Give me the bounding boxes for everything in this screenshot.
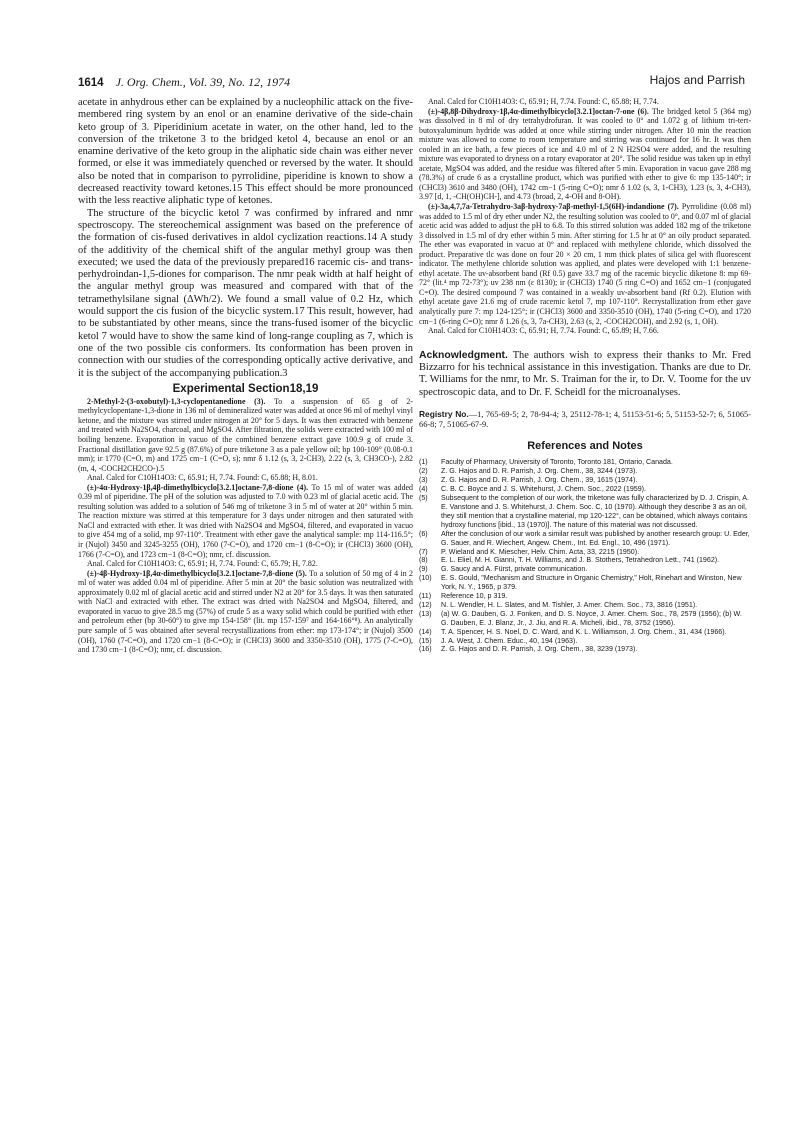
reference-number: (11) (419, 592, 432, 601)
compound-5-procedure (78, 569, 413, 655)
reference-number: (5) (419, 494, 428, 503)
registry-text: —1, 765-69-5; 2, 78-94-4; 3, 25112-78-1; 4, 51153-51-6; 5, 51153-52-7; 6, 51065-66-8; 7, 51065-67-9. (419, 409, 751, 430)
experimental-heading: Experimental Section18,19 (172, 382, 319, 395)
registry-title: Registry No. (419, 408, 469, 419)
reference-text: Z. G. Hajos and D. R. Parrish, J. Org. Chem., 38, 3244 (1973). (441, 467, 638, 476)
reference-text: Z. G. Hajos and D. R. Parrish, J. Org. Chem., 39, 1615 (1974). (441, 476, 638, 485)
compound-4-procedure (78, 483, 413, 559)
reference-item (419, 601, 751, 610)
compound-3-title: 2-Methyl-2-(3-oxobutyl)-1,3-cyclopentanedione (3). (87, 396, 266, 406)
running-header (78, 73, 745, 91)
compound-6-text: The bridged ketol 5 (364 mg) was dissolved in 8 ml of dry tetrahydrofuran. It was cooled to 0° and 1.072 g of lithium tri-tert-butoxyaluminum hydride was added at once while stirring under nitrogen. After 10 min the reaction mixture was allowed to come to room temperature and stirring was continued for 16 hr. It was then cooled in an ice bath, a few pieces of ice and 4.0 ml of 2 N H2SO4 were added, and the resulting mixture was evaporated to dryness on a rotary evaporator at 20°. The solid residue was taken up in ethyl acetate, MgSO4 was added, and the residue was filtered after 5 min. Evaporation in vacuo gave 288 mg (78.3%) of crude 6 as a crystalline product, which was purified with ether to give 6: mp 135-140°; ir (CHCl3) 3610 and 3480 (OH), 1742 cm−1 (5-ring C=O); nmr δ 1.02 (s, 3, 1-CH3), 1.23 (s, 3, 4-CH3), 3.97 [d, 1, -CH(OH)CH-], and 4.73 (broad, 2, 4-OH and 8-OH). (419, 106, 751, 202)
reference-text: Reference 10, p 319. (441, 592, 508, 601)
reference-number: (14) (419, 627, 432, 636)
compound-4-text: To 15 ml of water was added 0.39 ml of piperidine. The pH of the solution was adjusted to 7.0 with 0.23 ml of glacial acetic acid. The resulting solution was added to a solution of 546 mg of triketone 3 in 5 ml of water at 20° within 5 min. The reaction mixture was stirred at this temperature for 3 days under nitrogen and then saturated with NaCl and extracted with ether. It was dried with Na2SO4 and MgSO4, filtered, and evaporated in vacuo to give 454 mg of a solid, mp 97-110°. Treatment with ether gave the analytical sample: mp 114-116.5°; ir (Nujol) 3450 and 3245-3255 (OH), 1760 (7-C=O), and 1720 cm−1 (8-C=O); ir (CHCl3) 3600 (OH), 1766 (7-C=O), and 1723 cm−1 (8-C=O); nmr, cf. discussion. (78, 482, 413, 559)
reference-item (419, 628, 751, 637)
reference-item (419, 592, 751, 601)
compound-5-analysis: Anal. Calcd for C10H14O3: C, 65.91; H, 7.74. Found: C, 65.88; H, 7.74. (428, 97, 659, 106)
reference-item (419, 485, 751, 494)
reference-item (419, 458, 751, 467)
page-number: 1614 (78, 77, 104, 89)
reference-number: (16) (419, 645, 432, 654)
registry-numbers (419, 409, 751, 431)
reference-text: E. S. Gould, "Mechanism and Structure in Organic Chemistry," Holt, Rinehart and Winston, New York, N. Y., 1965, p 379. (441, 574, 742, 592)
acknowledgment (419, 350, 751, 399)
reference-item (419, 530, 751, 548)
body-paragraph-1: acetate in anhydrous ether can be explained by a nucleophilic attack on the five-membered ring system by an enol or an enamine derivative of the side-chain keto group of 3. Piperidinium acetate in water, on the other hand, led to the conversion of the triketone 3 to the bridged ketol 4, because an enol or an enamine derivative of the keto group in the aliphatic side chain was either never formed, or else it was immediately quenched or reversed by the water. It should also be noted that in comparison to pyrrolidine, piperidine is known to show a decreased reactivity toward ketones.15 This effect should be more pronounced with the less reactive aliphatic type of ketones. (78, 97, 413, 207)
compound-7-analysis: Anal. Calcd for C10H14O3: C, 65.91; H, 7.74. Found: C, 65.89; H, 7.66. (428, 326, 659, 336)
compound-3-procedure (78, 397, 413, 473)
compound-3-text: To a suspension of 65 g of 2-methylcyclopentane-1,3-dione in 136 ml of demineralized water was added at once 96 ml of methyl vinyl ketone, and the mixture was stirred under nitrogen at 20° for 5 days. It was then extracted with benzene and treated with Na2SO4, charcoal, and MgSO4. After filtration, the solids were extracted with 100 ml of boiling benzene. Evaporation in vacuo of the combined benzene extract gave 100.9 g of crude 3. Fractional distillation gave 92.5 g (87.6%) of pure triketone 3 as a pale yellow oil; bp 100-109° (0.08-0.1 mm); ir 1770 (C=O, m) and 1725 cm−1 (C=O, s); nmr δ 1.12 (s, 3, 2-CH3), 2.22 (s, 3, CH3CO-), 2.82 (m, 4, -COCH2CH2CO-).5 (78, 396, 413, 473)
reference-item (419, 548, 751, 557)
acknowledgment-title: Acknowledgment. (419, 349, 508, 361)
right-column (419, 97, 751, 654)
journal-citation: J. Org. Chem., Vol. 39, No. 12, 1974 (115, 75, 291, 89)
reference-text: (a) W. G. Dauben, G. J. Fonken, and D. S. Noyce, J. Amer. Chem. Soc., 78, 2579 (1956); (b) W. G. Dauben, E. J. Blanz, Jr., J. Jiu, and R. A. Micheli, ibid., 78, 3752 (1956). (441, 609, 742, 627)
reference-number: (12) (419, 600, 432, 609)
compound-4-title: (±)-4α-Hydroxy-1β,4β-dimethylbicyclo[3.2.1]octane-7,8-dione (4). (87, 482, 309, 492)
reference-item (419, 467, 751, 476)
compound-5-text: To a solution of 50 mg of 4 in 2 ml of water was added 0.04 ml of piperidine. After 5 min at 20° the basic solution was neutralized with approximately 0.02 ml of glacial acetic acid and stirred under N2 at 20° for 3.5 days. It was then saturated with NaCl and extracted with ether. The extract was dried with Na2SO4 and MgSO4, filtered, and evaporated in vacuo to give 28.5 mg (57%) of crude 5 as a waxy solid which could be purified with ether and petroleum ether (bp 30-60°) to give mp 154-158° (lit. mp 157-159⁷ and 164-166°⁸). An analytically pure sample of 5 was obtained after several recrystallizations from ether: mp 173-174°; ir (Nujol) 3500 (OH), 1760 (7-C=O), and 1720 cm−1 (8-C=O); ir (CHCl3) 3600 and 3350-3510 (OH), 1775 (7-C=O), and 1730 cm−1 (8-C=O); nmr, cf. discussion. (78, 568, 413, 655)
reference-item (419, 645, 751, 654)
reference-text: E. L. Eliel, M. H. Gianni, T. H. Williams, and J. B. Stothers, Tetrahedron Lett., 741 (1962). (441, 556, 720, 565)
references-list (419, 458, 751, 654)
reference-text: C. B. C. Boyce and J. S. Whitehurst, J. Chem. Soc., 2022 (1959). (441, 485, 647, 494)
reference-number: (4) (419, 485, 428, 494)
compound-7-title: (±)-3a,4,7,7a-Tetrahydro-3aβ-hydroxy-7aβ-methyl-1,5(6H)-indandione (7). (428, 202, 679, 212)
reference-item (419, 476, 751, 485)
body-paragraph-2: The structure of the bicyclic ketol 7 was confirmed by infrared and nmr spectroscopy. The stereochemical assignment was based on the preference of the formation of cis-fused derivatives in aldol cyclization reactions.14 A study of the additivity of the chemical shift of the angular methyl group was then executed; we used the data of the previously prepared16 racemic cis- and trans-perhydroindan-1,5-diones for comparison. The nmr peak width at half height of the angular methyl group was measured and compared with that of the tetramethylsilane signal (ΔWh/2). We found a small value of 0.2 Hz, which would support the cis fusion of the bicyclic system.17 This result, however, had to be substantiated by other means, since the trans-fused isomer of the bicyclic ketol 7 would have to show the same kind of long-range coupling as 7, which is one of the two possible cis conformers. Its conformation has been proven in connection with our studies of the corresponding optically active derivative, and it is the subject of the accompanying publication.3 (78, 207, 413, 379)
reference-number: (9) (419, 565, 428, 574)
reference-item (419, 494, 751, 530)
acknowledgment-text: The authors wish to express their thanks to Mr. Fred Bizzarro for his technical assistance in this investigation. Thanks are due to Dr. T. Williams for the nmr, to Mr. S. Traiman for the ir, to Dr. V. Toome for the uv spectroscopic data, and to Dr. F. Scheidl for the microanalyses. (419, 349, 751, 398)
reference-item (419, 574, 751, 592)
reference-text: Z. G. Hajos and D. R. Parrish, J. Org. Chem., 38, 3239 (1973). (441, 645, 638, 654)
reference-text: N. L. Wendler, H. L. Slates, and M. Tishler, J. Amer. Chem. Soc., 73, 3816 (1951). (441, 600, 698, 609)
reference-number: (15) (419, 636, 432, 645)
compound-7-procedure (419, 202, 751, 326)
reference-text: T. A. Spencer, H. S. Noel, D. C. Ward, and K. L. Williamson, J. Org. Chem., 31, 434 (1966). (441, 627, 727, 636)
reference-number: (7) (419, 547, 428, 556)
reference-number: (2) (419, 467, 428, 476)
reference-number: (6) (419, 529, 428, 538)
reference-number: (8) (419, 556, 428, 565)
reference-item (419, 565, 751, 574)
compound-5-title: (±)-4β-Hydroxy-1β,4α-dimethylbicyclo[3.2.1]octane-7,8-dione (5). (87, 568, 307, 578)
reference-number: (13) (419, 609, 432, 618)
left-column (78, 97, 413, 655)
reference-text: Subsequent to the completion of our work, the triketone was fully characterized by D. J. Crispin, A. E. Vanstone and J. S. Whitehurst, J. Chem. Soc. C, 10 (1970). Although they describe 3 as an oil, they still mention that a crystalline material, mp 120-122°, can be obtained, which always contains hydroxy functions [ibid., 13 (1970)]. The nature of this material was not discussed. (441, 494, 749, 529)
reference-text: After the conclusion of our work a similar result was published by another research group: U. Eder, G. Sauer, and R. Wiechert, Angew. Chem., Int. Ed. Engl., 10, 496 (1971). (441, 529, 750, 547)
reference-item (419, 637, 751, 646)
running-authors: Hajos and Parrish (649, 73, 745, 87)
compound-7-text: Pyrrolidine (0.08 ml) was added to 1.5 ml of dry ether under N2, the resulting solution was cooled to 0°, and 0.07 ml of glacial acetic acid was added to adjust the pH to 6.8. To this stirred solution was added 182 mg of the triketone 3 dissolved in 1.5 ml of dry ether within 5 min. After stirring for 1.5 hr at 0° an oily product separated. The ether was evaporated in vacuo at 0° and replaced with methylene chloride, which dissolved the product. Preparative tlc was done on four 20 × 20 cm, 1 mm thick plates of silica gel with fluorescent indicator. The methylene chloride solution was applied, and plates were developed with 1:1 benzene-ethyl acetate. The uv-absorbent band (Rf 0.5) gave 33.7 mg of the racemic bicyclic diketone 8: mp 69-72° (lit.⁴ mp 72-73°); uv 238 nm (ε 8130); ir (CHCl3) 1740 (5 ring C=O) and 1652 cm−1 (conjugated C=O). The desired compound 7 was contained in a weakly uv-absorbent band (Rf 0.2). Elution with ethyl acetate gave 21.6 mg of crude racemic ketol 7, mp 107-110°. Recrystallization from ether gave analytically pure 7: mp 124-125°; ir (CHCl3) 3600 and 3350-3510 (OH), 1740 (5-ring C=O), and 1720 cm−1 (6-ring C=O); nmr δ 1.26 (s, 3, 7a-CH3), 2.63 (s, 2, -COCH2COH), and 2.92 (s, 1, OH). (419, 202, 751, 326)
reference-number: (1) (419, 458, 428, 467)
compound-6-title: (±)-4β,8β-Dihydroxy-1β,4α-dimethylbicyclo[3.2.1]octan-7-one (6). (428, 106, 649, 116)
reference-text: P. Wieland and K. Miescher, Helv. Chim. Acta, 33, 2215 (1950). (441, 547, 640, 556)
compound-3-analysis: Anal. Calcd for C10H14O3: C, 65.91; H, 7.74. Found: C, 65.88; H, 8.01. (87, 473, 318, 483)
reference-item (419, 610, 751, 628)
reference-number: (3) (419, 476, 428, 485)
reference-text: J. A. West, J. Chem. Educ., 40, 194 (1963). (441, 636, 578, 645)
reference-number: (10) (419, 574, 432, 583)
compound-6-procedure (419, 107, 751, 202)
compound-4-analysis: Anal. Calcd for C10H14O3: C, 65.91; H, 7.74. Found: C, 65.79; H, 7.82. (87, 559, 318, 569)
reference-text: Faculty of Pharmacy, University of Toronto, Toronto 181, Ontario, Canada. (441, 458, 673, 467)
references-heading: References and Notes (527, 440, 643, 453)
reference-text: G. Saucy and A. Fürst, private communication. (441, 565, 588, 574)
reference-item (419, 556, 751, 565)
